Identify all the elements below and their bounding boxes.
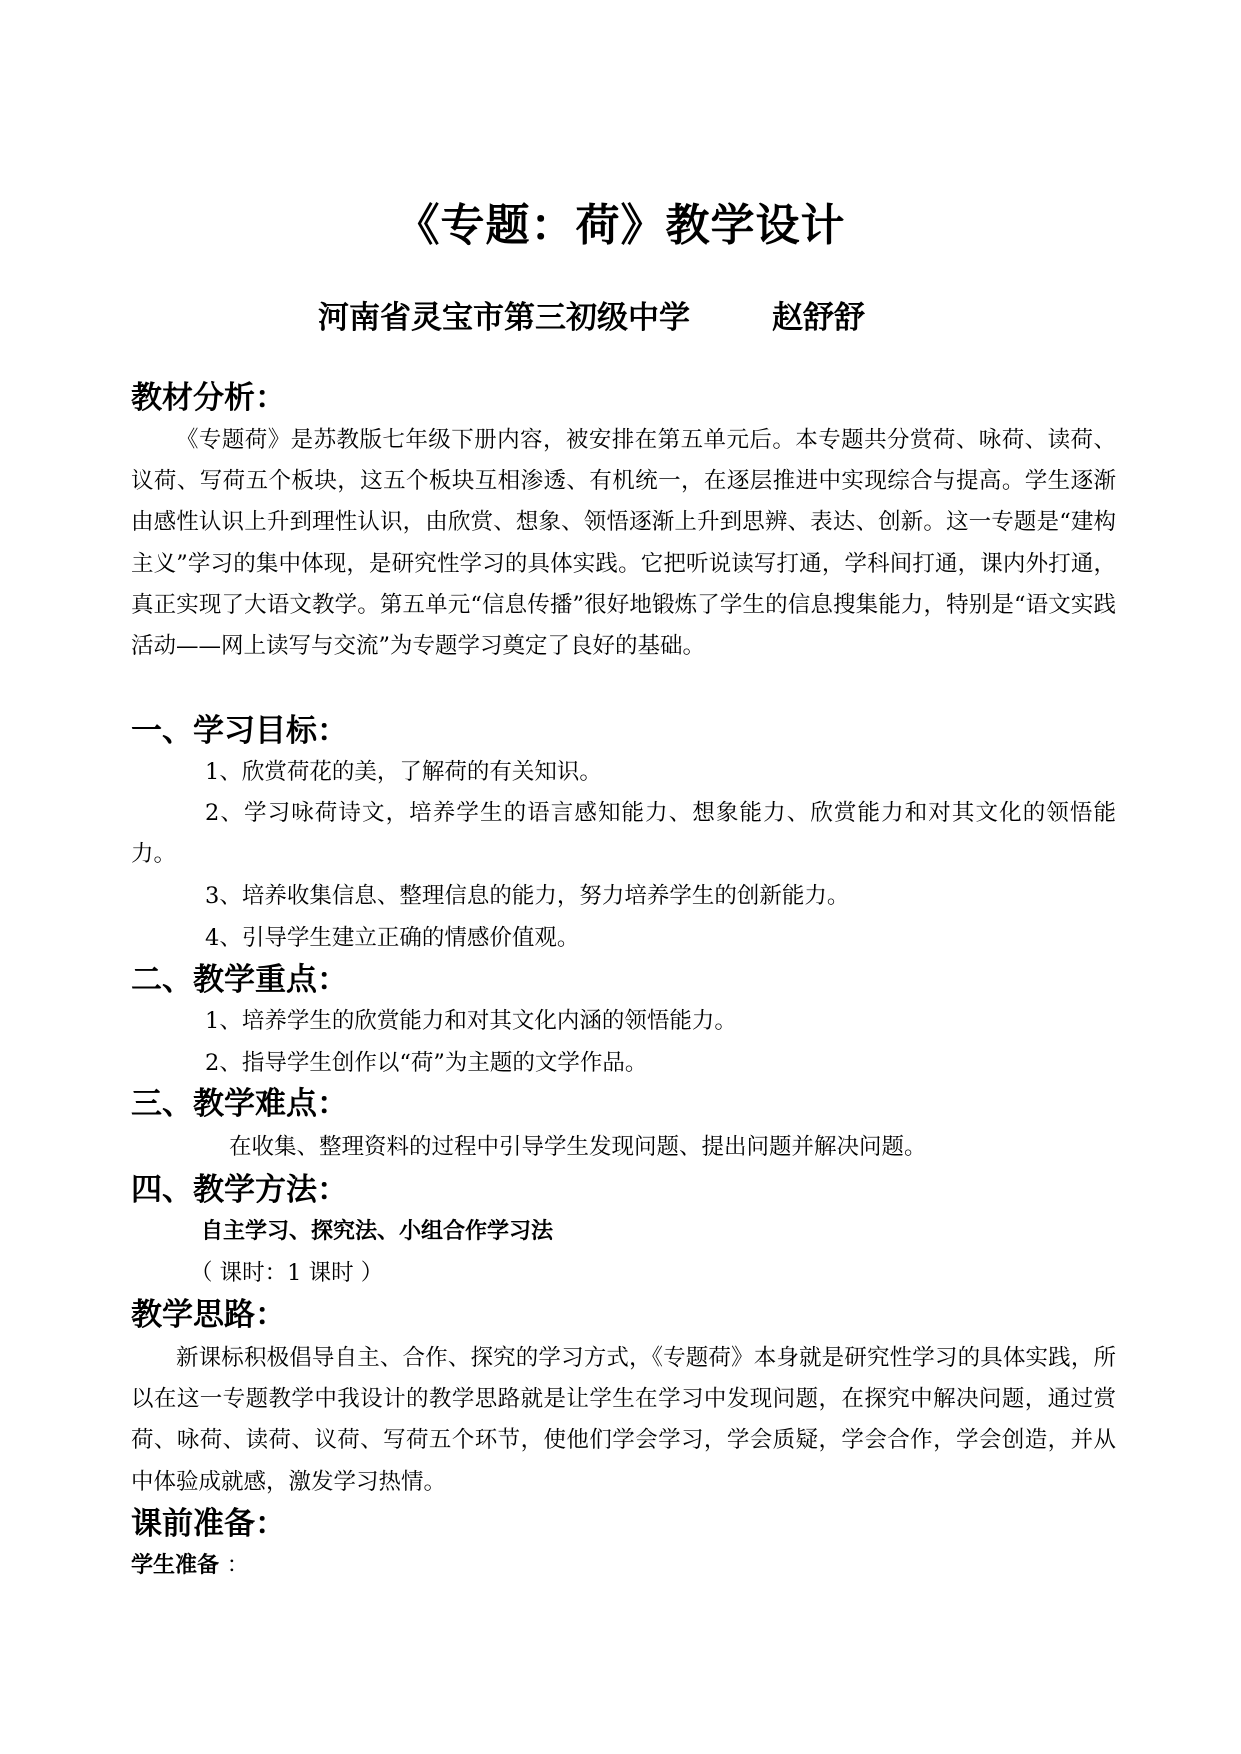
goal-item-3: 3、培养收集信息、整理信息的能力，努力培养学生的创新能力。 bbox=[205, 883, 850, 909]
goal-item-2: 2、学习咏荷诗文，培养学生的语言感知能力、想象能力、欣赏能力和对其文化的领悟能力。 bbox=[131, 800, 1116, 868]
methods-heading: 四、教学方法： bbox=[131, 1172, 348, 1208]
goal-item-4: 4、引导学生建立正确的情感价值观。 bbox=[205, 925, 580, 951]
student-preparation-colon: ： bbox=[226, 1553, 249, 1578]
material-analysis-text: 《专题荷》是苏教版七年级下册内容，被安排在第五单元后。本专题共分赏荷、咏荷、读荷、议荷、写荷五个板块，这五个板块互相渗透、有机统一，在逐层推进中实现综合与提高。学生逐渐由感性认识上升到理性认识，由欣赏、想象、领悟逐渐上升到思辨、表达、创新。这一专题是“建构主义”学习的集中体现，是研究性学习的具体实践。它把听说读写打通，学科间打通，课内外打通，真正实现了大语文教学。第五单元“信息传播”很好地锻炼了学生的信息搜集能力，特别是“语文实践活动——网上读写与交流”为专题学习奠定了良好的基础。 bbox=[131, 427, 1116, 660]
student-preparation-line bbox=[131, 1546, 249, 1586]
class-hours: （ 课时：1 课时 ） bbox=[190, 1260, 384, 1286]
author-line bbox=[318, 298, 865, 338]
difficulties-text: 在收集、整理资料的过程中引导学生发现问题、提出问题并解决问题。 bbox=[229, 1134, 927, 1160]
preparation-heading: 课前准备： bbox=[131, 1506, 286, 1542]
difficulties-heading: 三、教学难点： bbox=[131, 1086, 348, 1122]
document-title: 《专题：荷》教学设计 bbox=[395, 200, 846, 251]
key-point-item-1: 1、培养学生的欣赏能力和对其文化内涵的领悟能力。 bbox=[205, 1008, 737, 1034]
methods-text: 自主学习、探究法、小组合作学习法 bbox=[201, 1219, 554, 1244]
school-name: 河南省灵宝市第三初级中学 bbox=[318, 300, 690, 336]
goals-heading: 一、学习目标： bbox=[131, 713, 348, 749]
student-preparation-label: 学生准备 bbox=[131, 1553, 220, 1578]
approach-heading: 教学思路： bbox=[131, 1297, 286, 1333]
key-point-item-2: 2、指导学生创作以“荷”为主题的文学作品。 bbox=[205, 1050, 648, 1076]
material-analysis-heading: 教材分析： bbox=[131, 380, 286, 416]
key-points-heading: 二、教学重点： bbox=[131, 962, 348, 998]
approach-text: 新课标积极倡导自主、合作、探究的学习方式，《专题荷》本身就是研究性学习的具体实践，所以在这一专题教学中我设计的教学思路就是让学生在学习中发现问题，在探究中解决问题，通过赏荷、咏荷、读荷、议荷、写荷五个环节，使他们学会学习，学会质疑，学会合作，学会创造，并从中体验成就感，激发学习热情。 bbox=[131, 1345, 1116, 1495]
author-name: 赵舒舒 bbox=[772, 300, 865, 336]
goal-item-1: 1、欣赏荷花的美，了解荷的有关知识。 bbox=[205, 759, 602, 785]
